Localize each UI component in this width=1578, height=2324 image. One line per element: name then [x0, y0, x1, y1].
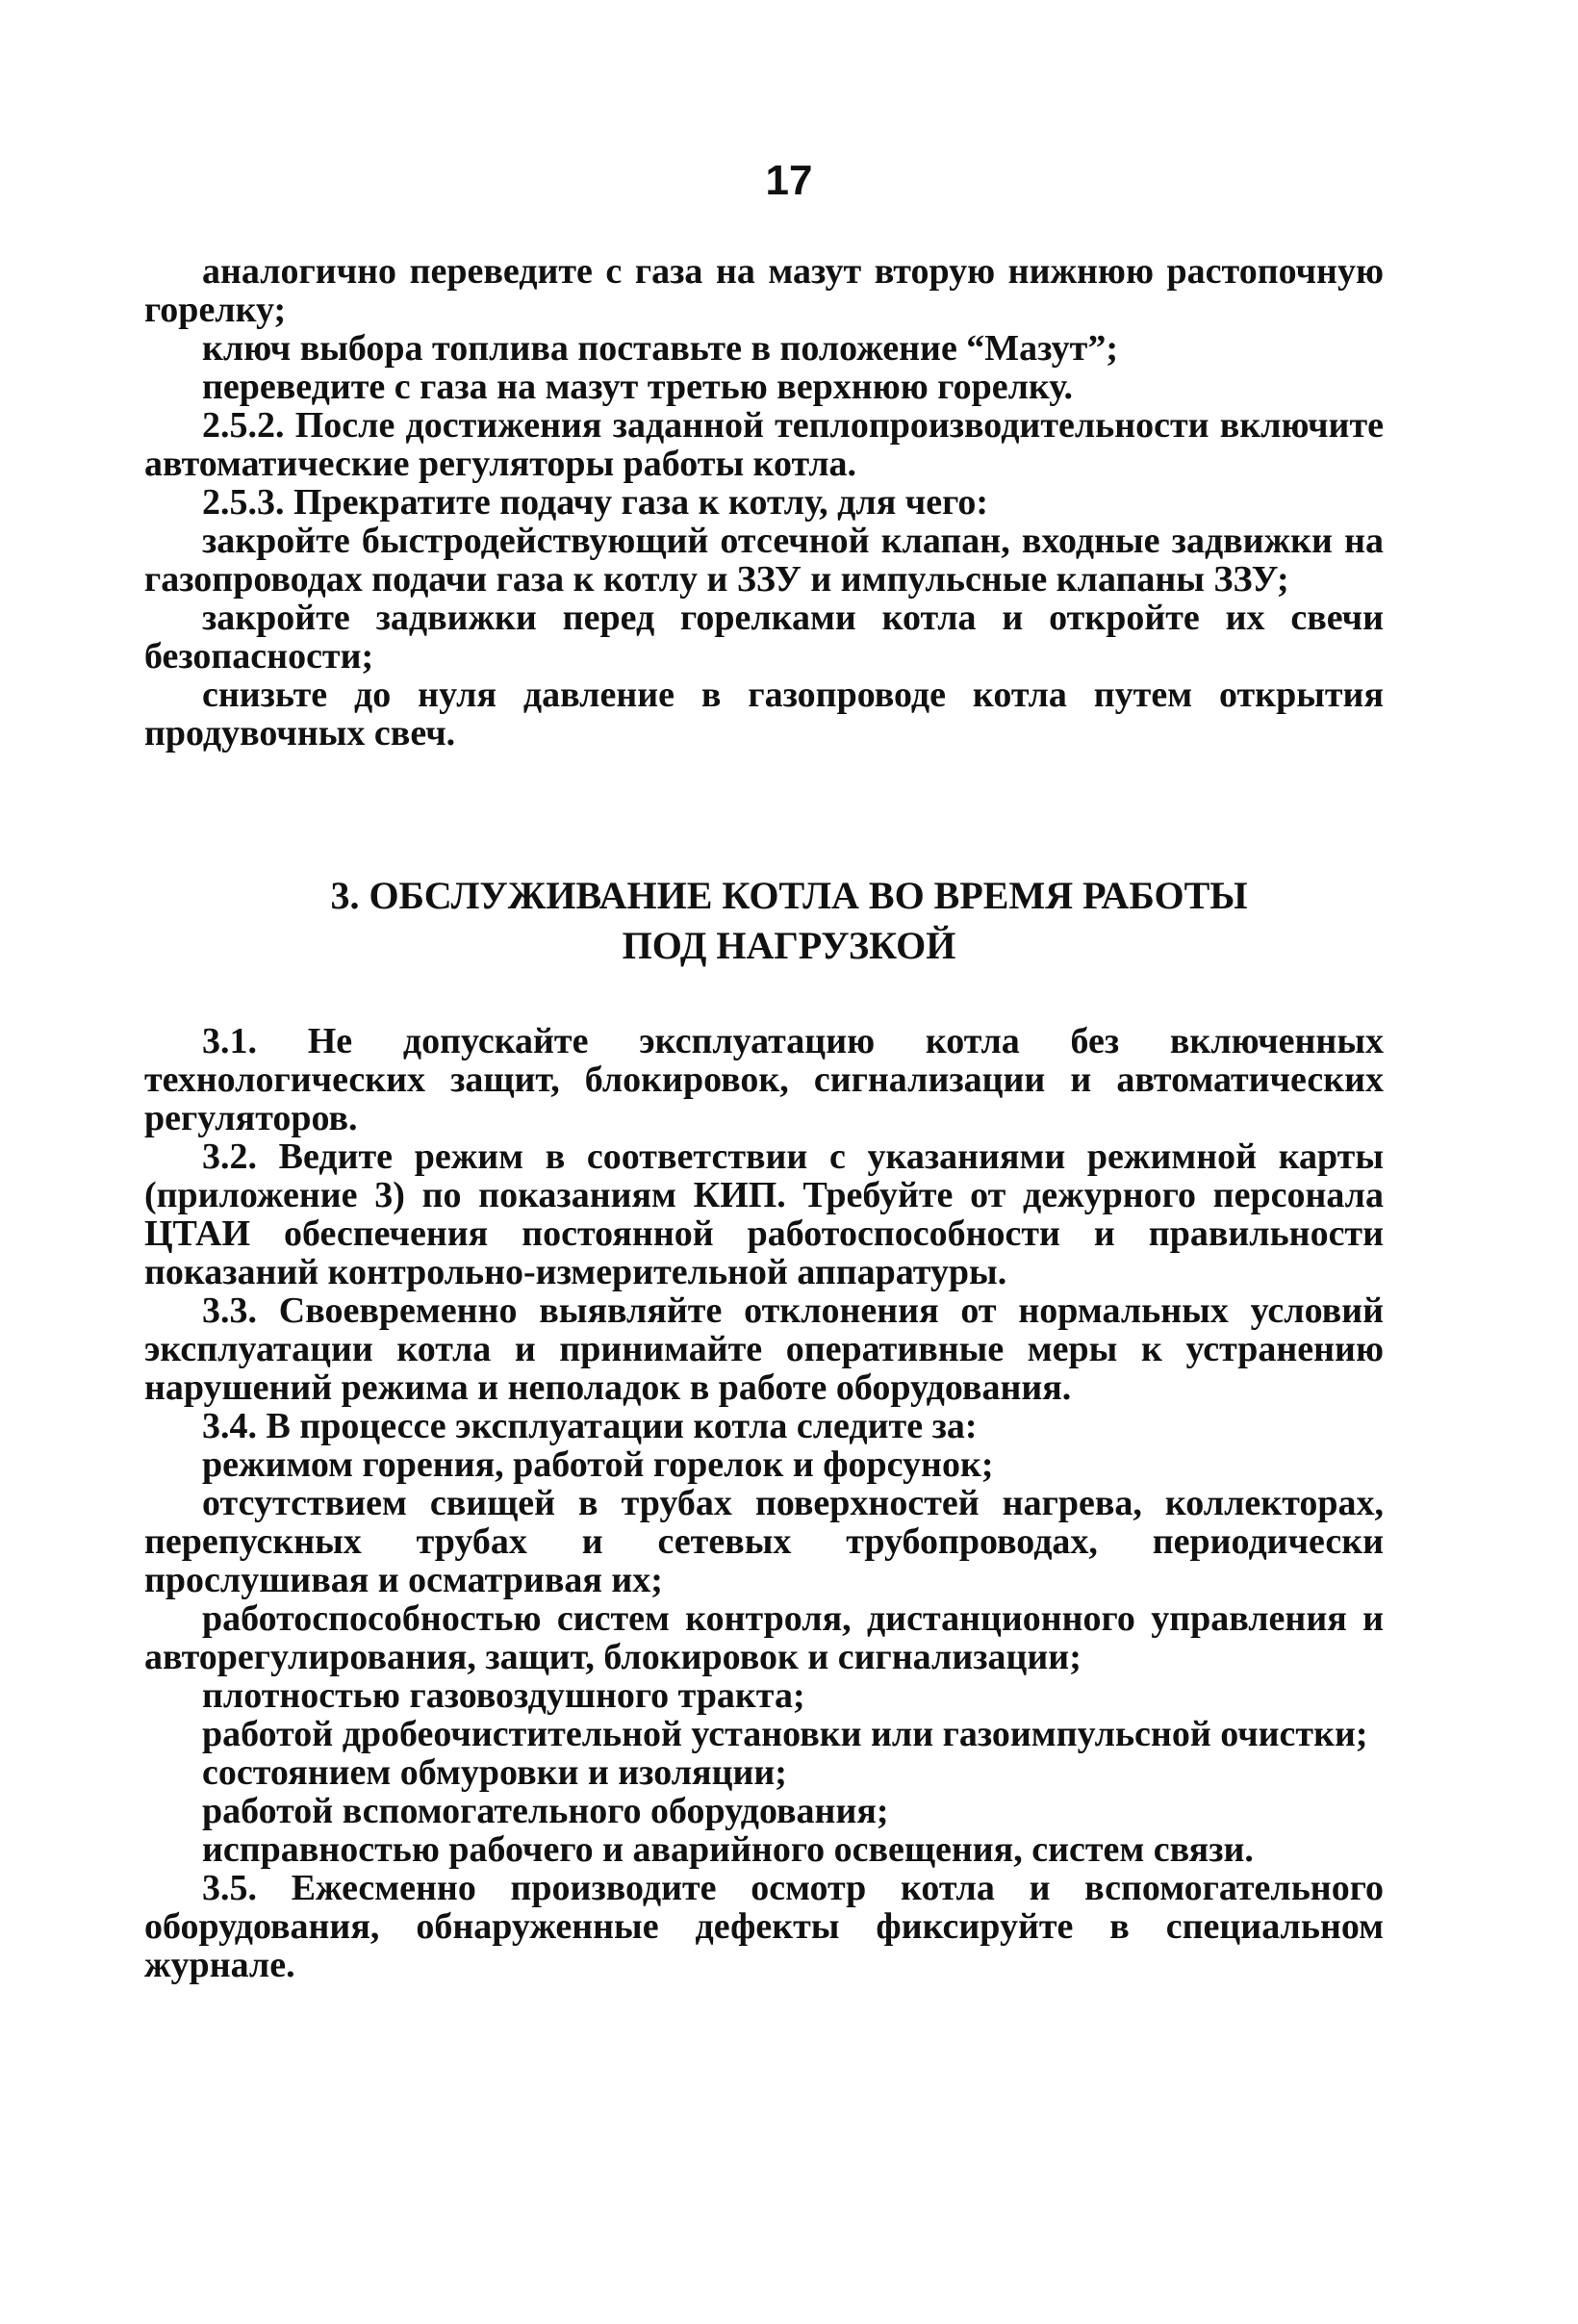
- paragraph: 3.5. Ежесменно производите осмотр котла и вспомогательного оборудования, обнаруженные дефекты фиксируйте в специальном журнале.: [144, 1868, 1384, 1985]
- paragraph: состоянием обмуровки и изоляции;: [202, 1752, 787, 1793]
- paragraph: 2.5.2. После достижения заданной теплопроизводительности включите автоматические регуляторы работы котла.: [144, 405, 1384, 484]
- paragraph: снизьте до нуля давление в газопроводе котла путем открытия продувочных свеч.: [144, 675, 1384, 753]
- paragraph: закройте задвижки перед горелками котла и откройте их свечи безопасности;: [144, 598, 1384, 677]
- paragraph: 3.1. Не допускайте эксплуатацию котла без включенных технологических защит, блокировок, сигнализации и автоматических регуляторов.: [144, 1021, 1384, 1138]
- paragraph: ключ выбора топлива поставьте в положение “Мазут”;: [202, 328, 1118, 369]
- paragraph: исправностью рабочего и аварийного освещения, систем связи.: [202, 1829, 1254, 1870]
- paragraph: режимом горения, работой горелок и форсунок;: [202, 1444, 994, 1485]
- paragraph: 3.4. В процессе эксплуатации котла следите за:: [202, 1406, 978, 1446]
- section-heading: [0, 871, 1578, 971]
- paragraph: 3.3. Своевременно выявляйте отклонения от нормальных условий эксплуатации котла и принимайте оперативные меры к устранению нарушений режима и неполадок в работе оборудования.: [144, 1290, 1384, 1408]
- text-block-upper: [144, 252, 1384, 753]
- paragraph: работой вспомогательного оборудования;: [202, 1791, 889, 1831]
- paragraph: работоспособностью систем контроля, дистанционного управления и авторегулирования, защит, блокировок и сигнализации;: [144, 1598, 1384, 1677]
- section-heading-line: ПОД НАГРУЗКОЙ: [622, 924, 956, 967]
- paragraph: переведите с газа на мазут третью верхнюю горелку.: [202, 367, 1073, 407]
- paragraph: закройте быстродействующий отсечной клапан, входные задвижки на газопроводах подачи газа к котлу и ЗЗУ и импульсные клапаны ЗЗУ;: [144, 521, 1384, 600]
- page-number: 17: [765, 157, 813, 204]
- text-block-lower: [144, 1022, 1384, 1984]
- paragraph: работой дробеочистительной установки или газоимпульсной очистки;: [202, 1714, 1368, 1754]
- paragraph: 2.5.3. Прекратите подачу газа к котлу, для чего:: [202, 482, 989, 523]
- paragraph: плотностью газовоздушного тракта;: [202, 1675, 805, 1716]
- paragraph: 3.2. Ведите режим в соответствии с указаниями режимной карты (приложение 3) по показаниям КИП. Требуйте от дежурного персонала ЦТАИ обеспечения постоянной работоспособности и правильности показаний контрольно-измерительной аппаратуры.: [144, 1136, 1384, 1292]
- section-heading-line: 3. ОБСЛУЖИВАНИЕ КОТЛА ВО ВРЕМЯ РАБОТЫ: [330, 874, 1248, 917]
- paragraph: отсутствием свищей в трубах поверхностей нагрева, коллекторах, перепускных трубах и сетевых трубопроводах, периодически прослушивая и осматривая их;: [144, 1483, 1384, 1600]
- paragraph: аналогично переведите с газа на мазут вторую нижнюю растопочную горелку;: [144, 251, 1384, 330]
